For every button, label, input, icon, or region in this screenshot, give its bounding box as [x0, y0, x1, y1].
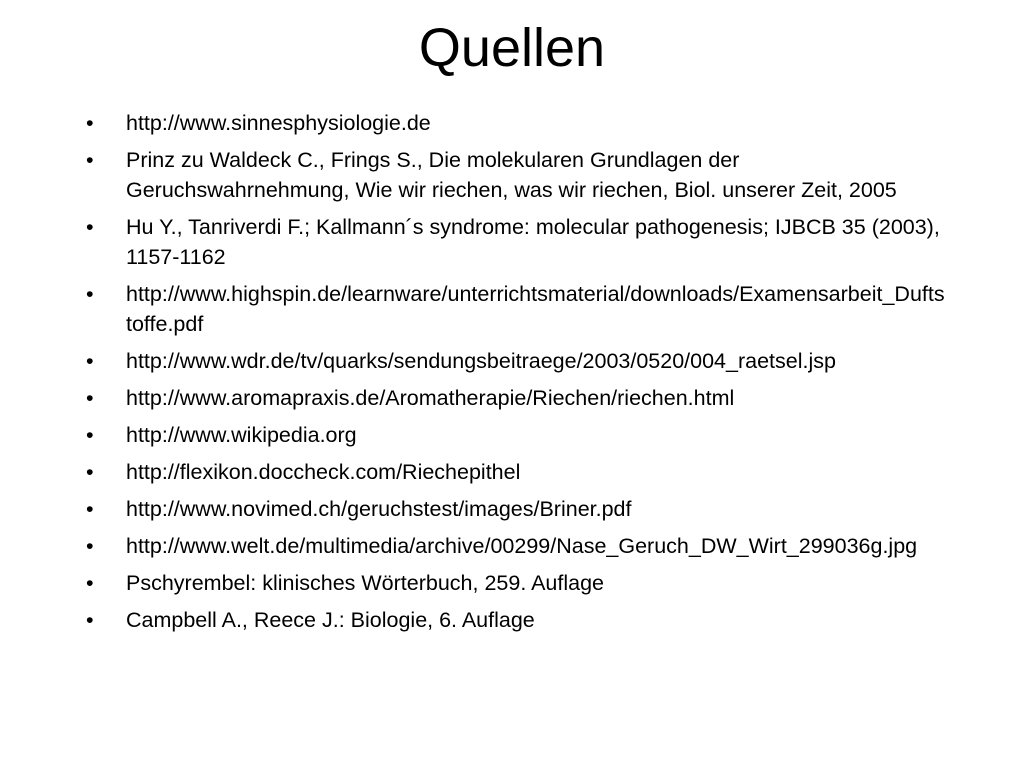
list-item — [86, 457, 946, 487]
bullet-icon: • — [86, 386, 94, 410]
bullet-icon: • — [86, 282, 94, 306]
list-item — [86, 212, 946, 272]
list-item — [86, 108, 946, 138]
list-item-text[interactable]: http://www.highspin.de/learnware/unterrichtsmaterial/downloads/Examensarbeit_Duftstoffe.pdf — [126, 282, 945, 336]
bullet-icon: • — [86, 111, 94, 135]
list-item — [86, 531, 946, 561]
bullet-icon: • — [86, 534, 94, 558]
bullet-icon: • — [86, 608, 94, 632]
list-item — [86, 494, 946, 524]
bullet-icon: • — [86, 349, 94, 373]
list-item-text: Hu Y., Tanriverdi F.; Kallmann´s syndrome: molecular pathogenesis; IJBCB 35 (2003), 1157-1162 — [126, 215, 940, 269]
list-item-text: Campbell A., Reece J.: Biologie, 6. Auflage — [126, 608, 535, 632]
bullet-icon: • — [86, 460, 94, 484]
list-item-text[interactable]: http://www.sinnesphysiologie.de — [126, 111, 431, 135]
list-item-text[interactable]: http://www.wdr.de/tv/quarks/sendungsbeitraege/2003/0520/004_raetsel.jsp — [126, 349, 836, 373]
list-item-text[interactable]: http://flexikon.doccheck.com/Riechepithel — [126, 460, 521, 484]
bullet-icon: • — [86, 215, 94, 239]
list-item-text[interactable]: http://www.novimed.ch/geruchstest/images/Briner.pdf — [126, 497, 632, 521]
list-item-text[interactable]: http://www.wikipedia.org — [126, 423, 357, 447]
bullet-icon: • — [86, 423, 94, 447]
bullet-icon: • — [86, 497, 94, 521]
list-item — [86, 383, 946, 413]
list-item — [86, 279, 946, 339]
list-item — [86, 568, 946, 598]
list-item — [86, 346, 946, 376]
list-item-text[interactable]: http://www.welt.de/multimedia/archive/00299/Nase_Geruch_DW_Wirt_299036g.jpg — [126, 534, 918, 558]
list-item — [86, 145, 946, 205]
list-item-text[interactable]: http://www.aromapraxis.de/Aromatherapie/Riechen/riechen.html — [126, 386, 735, 410]
bullet-icon: • — [86, 148, 94, 172]
list-item — [86, 605, 946, 635]
bullet-icon: • — [86, 571, 94, 595]
list-item-text: Prinz zu Waldeck C., Frings S., Die molekularen Grundlagen der Geruchswahrnehmung, Wie wir riechen, was wir riechen, Biol. unserer Zeit, 2005 — [126, 148, 897, 202]
slide-title: Quellen — [418, 18, 606, 78]
list-item — [86, 420, 946, 450]
source-list — [86, 108, 946, 642]
list-item-text: Pschyrembel: klinisches Wörterbuch, 259. Auflage — [126, 571, 605, 595]
